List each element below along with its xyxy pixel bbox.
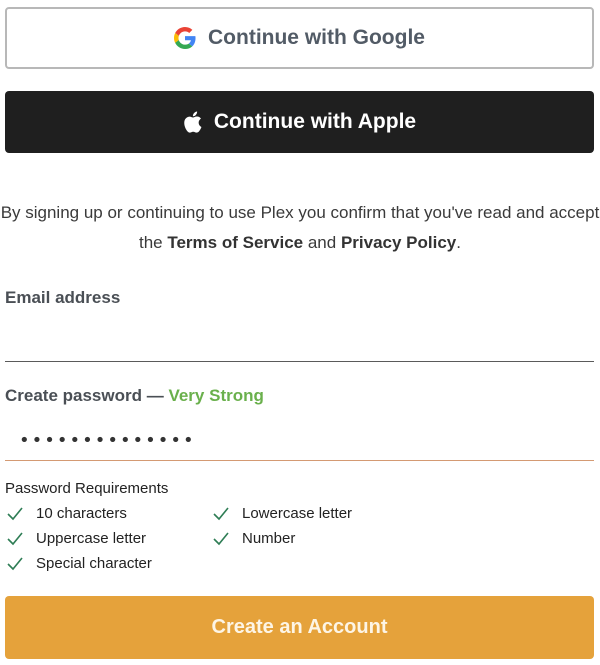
- check-icon: [213, 507, 229, 521]
- continue-with-apple-button[interactable]: [5, 91, 594, 153]
- terms-of-service-link[interactable]: Terms of Service: [167, 233, 304, 252]
- continue-with-google-button[interactable]: [5, 7, 594, 69]
- check-icon: [7, 507, 23, 521]
- apple-icon: [183, 111, 202, 133]
- requirement-label: Special character: [36, 555, 152, 572]
- password-masked-value: ••••••••••••••: [19, 429, 196, 451]
- requirement-item: [213, 530, 295, 547]
- check-icon: [7, 557, 23, 571]
- check-icon: [213, 532, 229, 546]
- create-account-label: Create an Account: [211, 616, 388, 638]
- google-button-label: Continue with Google: [208, 26, 425, 49]
- requirement-label: 10 characters: [36, 505, 127, 522]
- requirement-item: [7, 530, 146, 547]
- google-icon: [174, 27, 196, 49]
- requirement-item: [7, 555, 152, 572]
- apple-button-label: Continue with Apple: [213, 110, 417, 133]
- password-strength-indicator: Very Strong: [168, 386, 264, 405]
- check-icon: [7, 532, 23, 546]
- password-field[interactable]: [5, 420, 594, 461]
- password-label-text: Create password —: [5, 386, 169, 405]
- terms-disclaimer: [0, 198, 600, 258]
- requirement-item: [7, 505, 127, 522]
- requirement-label: Uppercase letter: [36, 530, 147, 547]
- password-requirements-title: Password Requirements: [5, 480, 169, 497]
- password-label: [5, 386, 264, 406]
- disclaimer-and-text: and: [303, 233, 341, 252]
- disclaimer-period: .: [456, 233, 461, 252]
- email-field[interactable]: [5, 322, 594, 362]
- email-label: Email address: [5, 288, 121, 307]
- requirement-item: [213, 505, 352, 522]
- requirement-label: Number: [242, 530, 296, 547]
- disclaimer-text: By signing up or continuing to use Plex you confirm that you've read and accept the: [0, 203, 600, 252]
- privacy-policy-link[interactable]: Privacy Policy: [340, 233, 457, 252]
- requirement-label: Lowercase letter: [242, 505, 353, 522]
- create-account-button[interactable]: [5, 596, 594, 659]
